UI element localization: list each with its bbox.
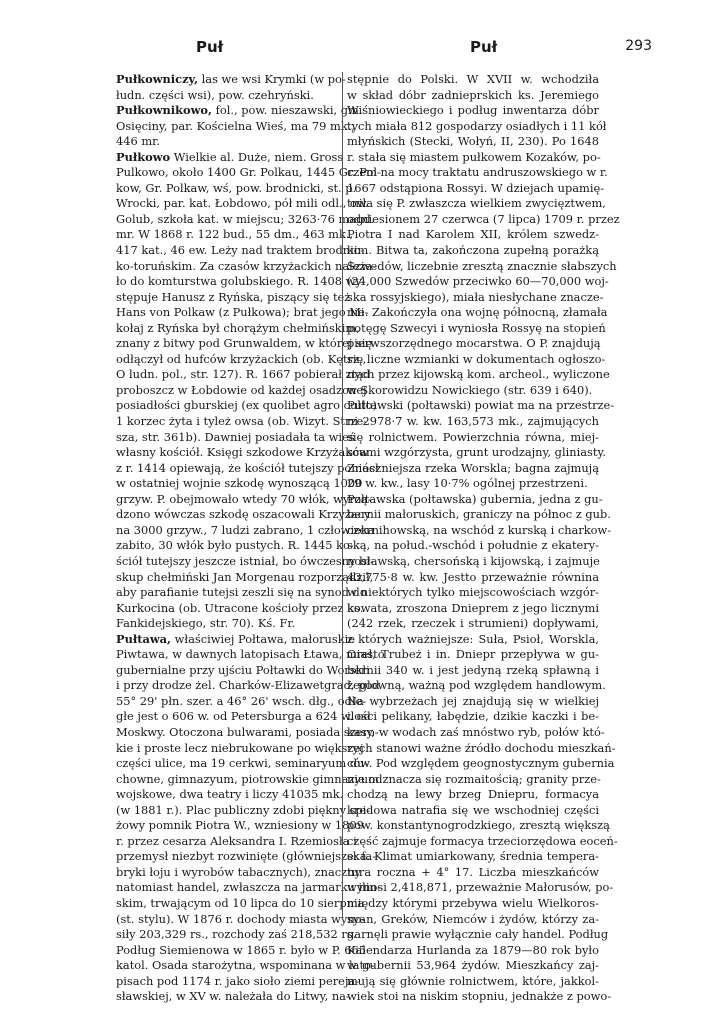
text-line: tych miała 812 gospodarzy osiadłych i 11 kół <box>347 118 607 133</box>
text-line: 55° 29' płn. szer. a 46° 26' wsch. dłg., odle- <box>116 693 367 708</box>
text-line: Kalendarza Hurlanda za 1879—80 rok było <box>347 942 599 957</box>
text-line: chowne, gimnazyum, piotrowskie gimnazyum <box>116 771 379 786</box>
text-line: sza, str. 361b). Dawniej posiadała ta wieś <box>116 429 355 444</box>
text-line: ilości pelikany, łabędzie, dzikie kaczki i be- <box>347 709 599 724</box>
text-line: się rolnictwem. Powierzchnia równa, miej- <box>347 429 599 444</box>
text-line: z r. 1414 opiewają, że kościół tutejszy poniósł <box>116 460 379 475</box>
text-line: ców. Pod względem geognostycznym gubernia <box>347 756 615 771</box>
text-line: kasy, w wodach zaś mnóstwo ryb, połów któ- <box>347 724 605 739</box>
text-line: katol. Osada starożytna, wspominana w lato- <box>116 958 375 973</box>
text-line: Pulkowo, około 1400 Gr. Polkau, 1445 Gr. Pol- <box>116 165 381 180</box>
text-line: między którymi przebywa wielu Wielkoros- <box>347 895 599 910</box>
text-line: kie i proste lecz niebrukowane po większej <box>116 740 364 755</box>
text-line: bernii małoruskich, graniczy na północ z gub. <box>347 507 611 522</box>
text-line: w gubernii 53,964 żydów. Mieszkańcy zaj- <box>347 958 599 973</box>
text-line: scami wzgórzysta, grunt urodzajny, gliniasty. <box>347 445 606 460</box>
text-line: kredowa natrafia się we wschodniej części <box>347 802 599 817</box>
text-line: skim, trwającym od 10 lipca do 10 sierpnia <box>116 895 365 910</box>
text-line: r. stała się miastem pułkowem Kozaków, po- <box>347 149 601 164</box>
text-line: pow. konstantynogrodzkiego, zresztą większą <box>347 818 610 833</box>
text-line: aby parafianie tutejsi zeszli się na synod do <box>116 585 367 600</box>
text-line: czem na mocy traktatu andruszowskiego w r. <box>347 165 608 180</box>
text-line: Golub, szkoła kat. w miejscu; 3263·76 magd. <box>116 211 375 226</box>
text-line: (st. stylu). W 1876 r. dochody miasta wyno- <box>116 911 366 926</box>
text-line: r. przez cesarza Aleksandra I. Rzemiosła i <box>116 833 357 848</box>
text-line: sławskiej, w XV w. należała do Litwy, na- <box>116 989 350 1004</box>
text-line: pierwszorzędnego mocarstwa. O P. znajdują <box>347 336 601 351</box>
text-line: grzyw. P. obejmowało wtedy 70 włók, wyrzą- <box>116 491 372 506</box>
text-line: odniesionem 27 czerwca (7 lipca) 1709 r. przez <box>347 211 620 226</box>
text-line: siły 203,329 rs., rozchody zaś 218,532 rs. <box>116 927 357 942</box>
text-line: ściół tutejszy jeszcze istniał, bo ówczesny bi- <box>116 553 374 568</box>
text-line: ło do komturstwa golubskiego. R. 1408 wy- <box>116 274 366 289</box>
text-line: garnęli prawie wyłącznie cały handel. Podług <box>347 927 609 942</box>
text-line: tura roczna + 4° 17. Liczba mieszkańców <box>347 864 599 879</box>
text-line: Szwedów, liczebnie zresztą znacznie słabszych <box>347 258 617 273</box>
text-line: Znaczniejsza rzeka Worskla; bagna zajmują <box>347 460 599 475</box>
text-line: Fankidejskiego, str. 70). Kś. Fr. <box>116 616 296 631</box>
text-line: żeglowną, ważną pod względem handlowym. <box>347 678 606 693</box>
text-line: 446 mr. <box>116 134 160 149</box>
text-line: 1667 odstąpiona Rossyi. W dziejach upamię- <box>347 180 605 195</box>
text-line: głe jest o 606 w. od Petersburga a 624 w. od <box>116 709 371 724</box>
text-line: posiadłości gburskiej (ex quolibet agro culto) <box>116 398 377 413</box>
text-line: kowata, zroszona Dnieprem z jego licznymi <box>347 600 599 615</box>
text-line: Osięciny, par. Kościelna Wieś, ma 79 mk., <box>116 118 355 133</box>
text-line: czernihowską, na wschód z kurską i charkow- <box>347 522 612 537</box>
text-line: z których ważniejsze: Suła, Psioł, Worskla, <box>347 631 599 646</box>
right-column <box>347 72 620 1005</box>
text-line: rych stanowi ważne źródło dochodu mieszkań- <box>347 740 616 755</box>
running-head-right: Puł <box>470 38 498 56</box>
text-line: odłączył od hufców krzyżackich (ob. Kętrz., <box>116 351 367 366</box>
text-line: Wiśniowieckiego i podług inwentarza dóbr <box>347 103 599 118</box>
text-line: zabito, 30 włók było pustych. R. 1445 ko- <box>116 538 354 553</box>
text-line: Pułkownikowo, fol., pow. nieszawski, gm. <box>116 103 363 118</box>
text-line: 29 w. kw., lasy 10·7% ogólnej przestrzeni. <box>347 476 588 491</box>
running-head-left: Puł <box>196 38 224 56</box>
text-line: syan, Greków, Niemców i żydów, którzy za- <box>347 911 599 926</box>
text-line: O ludn. pol., str. 127). R. 1667 pobierał ztąd <box>116 367 371 382</box>
text-line: potęgę Szwecyi i wyniosła Rossyę na stopień <box>347 320 606 335</box>
text-line: Piotra I nad Karolem XII, królem szwedz- <box>347 227 599 242</box>
text-line: nie odznacza się rozmaitością; granity prze- <box>347 771 601 786</box>
text-line: w Skorowidzu Nowickiego (str. 639 i 640). <box>347 382 593 397</box>
text-line: żowy pomnik Piotra W., wzniesiony w 1809 <box>116 818 364 833</box>
text-line: mują się głównie rolnictwem, które, jakkol- <box>347 973 599 988</box>
text-line: 1 korzec żyta i tyleż owsa (ob. Wizyt. Strze- <box>116 414 368 429</box>
text-line: kołaj z Ryńska był chorążym chełmińskim, <box>116 320 360 335</box>
text-line: chodzą na lewy brzeg Dniepru, formacya <box>347 787 599 802</box>
text-line: nie. Zakończyła ona wojnę północną, złamała <box>347 305 608 320</box>
text-line: łudn. części wsi), pow. czehryński. <box>116 87 314 102</box>
text-line: proboszcz w Łobdowie od każdej osadzonej <box>116 382 367 397</box>
text-line: wiek stoi na niskim stopniu, jednakże z powo- <box>347 989 612 1004</box>
entry-headword: Pułkowniczy, <box>116 72 199 86</box>
text-line: kow, Gr. Polkaw, wś, pow. brodnicki, st. p. <box>116 180 357 195</box>
text-line: dzono wówczas szkodę oszacowali Krzyżacy <box>116 507 371 522</box>
text-line: nych przez kijowską kom. archeol., wyliczone <box>347 367 610 382</box>
text-line: natomiast handel, zwłaszcza na jarmarku ilin- <box>116 880 381 895</box>
text-line: bryki łoju i wyrobów tabacznych), znaczny <box>116 864 361 879</box>
text-line: i przy drodze żel. Charków-Elizawetgrad, pod <box>116 678 380 693</box>
text-line: ska. Klimat umiarkowany, średnia tempera- <box>347 849 599 864</box>
page-number: 293 <box>625 38 652 54</box>
text-line: (w 1881 r.). Plac publiczny zdobi piękny spi- <box>116 802 371 817</box>
text-line: ską, na połud.-wschód i południe z ekatery- <box>347 538 599 553</box>
entry-headword: Pułtawa, <box>116 631 172 646</box>
text-line: część zajmuje formacya trzeciorzędowa eoceń- <box>347 833 618 848</box>
text-line: na 3000 grzyw., 7 ludzi zabrano, 1 człowieka <box>116 522 375 537</box>
text-line: w ostatniej wojnie szkodę wynoszącą 1000 <box>116 476 363 491</box>
entry-headword: Pułkowo <box>116 149 171 164</box>
text-line: Pułkowo Wielkie al. Duże, niem. Gross <box>116 149 344 164</box>
text-line: ska rossyjskiego), miała niesłychane znacze- <box>347 289 604 304</box>
text-line: Pułkowniczy, las we wsi Krymki (w po- <box>116 72 346 86</box>
text-line: młyńskich (Stecki, Wołyń, II, 230). Po 1648 <box>347 134 599 149</box>
text-line: Kurkocina (ob. Utracone kościoły przez ks. <box>116 600 364 615</box>
text-line: stępnie do Polski. W XVII w. wchodziła <box>347 72 599 86</box>
text-line: Piwtawa, w dawnych latopisach Łtawa, miasto <box>116 647 385 662</box>
text-line: kim. Bitwa ta, zakończona zupełną porażką <box>347 243 599 258</box>
text-line: Połtawska (połtawska) gubernia, jedna z gu- <box>347 491 603 506</box>
text-line: stępuje Hanusz z Ryńska, piszący się też <box>116 289 351 304</box>
text-line: w niektórych tylko miejscowościach wzgór- <box>347 585 599 600</box>
text-line: 43,775·8 w. kw. Jestto przeważnie równina <box>347 569 599 584</box>
column-divider <box>342 72 343 920</box>
text-line: wojskowe, dwa teatry i liczy 41035 mk. <box>116 787 344 802</box>
text-line: (24,000 Szwedów przeciwko 60—70,000 woj- <box>347 274 609 289</box>
text-line: w skład dóbr zadnieprskich ks. Jeremiego <box>347 87 599 102</box>
text-line: własny kościół. Księgi szkodowe Krzyżaków <box>116 445 369 460</box>
text-line: skup chełmiński Jan Morgenau rozporządził, <box>116 569 374 584</box>
text-line: (242 rzek, rzeczek i strumieni) dopływami, <box>347 616 599 631</box>
text-line: mr. W 1868 r. 122 bud., 55 dm., 463 mk., <box>116 227 354 242</box>
text-line: bernii 340 w. i jest jedyną rzeką spławną i <box>347 662 599 677</box>
text-line: znany z bitwy pod Grunwaldem, w której się <box>116 336 373 351</box>
text-line: Moskwy. Otoczona bulwarami, posiada szero- <box>116 724 379 739</box>
entry-headword: Pułkownikowo, <box>116 103 212 118</box>
text-line: przemysł niezbyt rozwinięte (główniejsze: fa- <box>116 849 377 864</box>
text-line: Pułtawa, właściwiej Połtawa, małoruskie <box>116 631 355 646</box>
text-line: gubernialne przy ujściu Połtawki do Worskli <box>116 662 370 677</box>
text-line: 417 kat., 46 ew. Leży nad traktem brodnic- <box>116 243 364 258</box>
text-line: Pułtawski (połtawski) powiat ma na przestrze- <box>347 398 615 413</box>
page-header <box>60 38 660 62</box>
text-line: Podług Siemienowa w 1865 r. było w P. 665 <box>116 942 367 957</box>
left-column <box>116 72 385 1005</box>
text-line: tniła się P. zwłaszcza wielkiem zwycięztwem, <box>347 196 606 211</box>
text-line: wynosi 2,418,871, przeważnie Małorusów, po- <box>347 880 614 895</box>
text-line: Na wybrzeżach jej znajdują się w wielkiej <box>347 693 599 708</box>
text-line: Oreł, Trubeż i in. Dniepr przepływa w gu- <box>347 647 599 662</box>
text-line: Hans von Polkaw (z Pułkowa); brat jego Mi- <box>116 305 369 320</box>
text-line: ko-toruńskim. Za czasów krzyżackich należa- <box>116 258 377 273</box>
text-line: pisach pod 1174 r. jako sioło ziemi pereja- <box>116 973 360 988</box>
text-line: ni 2978·7 w. kw. 163,573 mk., zajmujących <box>347 414 599 429</box>
text-line: Wrocki, par. kat. Łobdowo, pół mili odl., ow. <box>116 196 369 211</box>
text-line: części ulice, ma 19 cerkwi, seminaryum du- <box>116 756 369 771</box>
text-line: nosławską, chersońską i kijowską, i zajmuje <box>347 553 600 568</box>
text-line: się liczne wzmianki w dokumentach ogłoszo- <box>347 351 606 366</box>
